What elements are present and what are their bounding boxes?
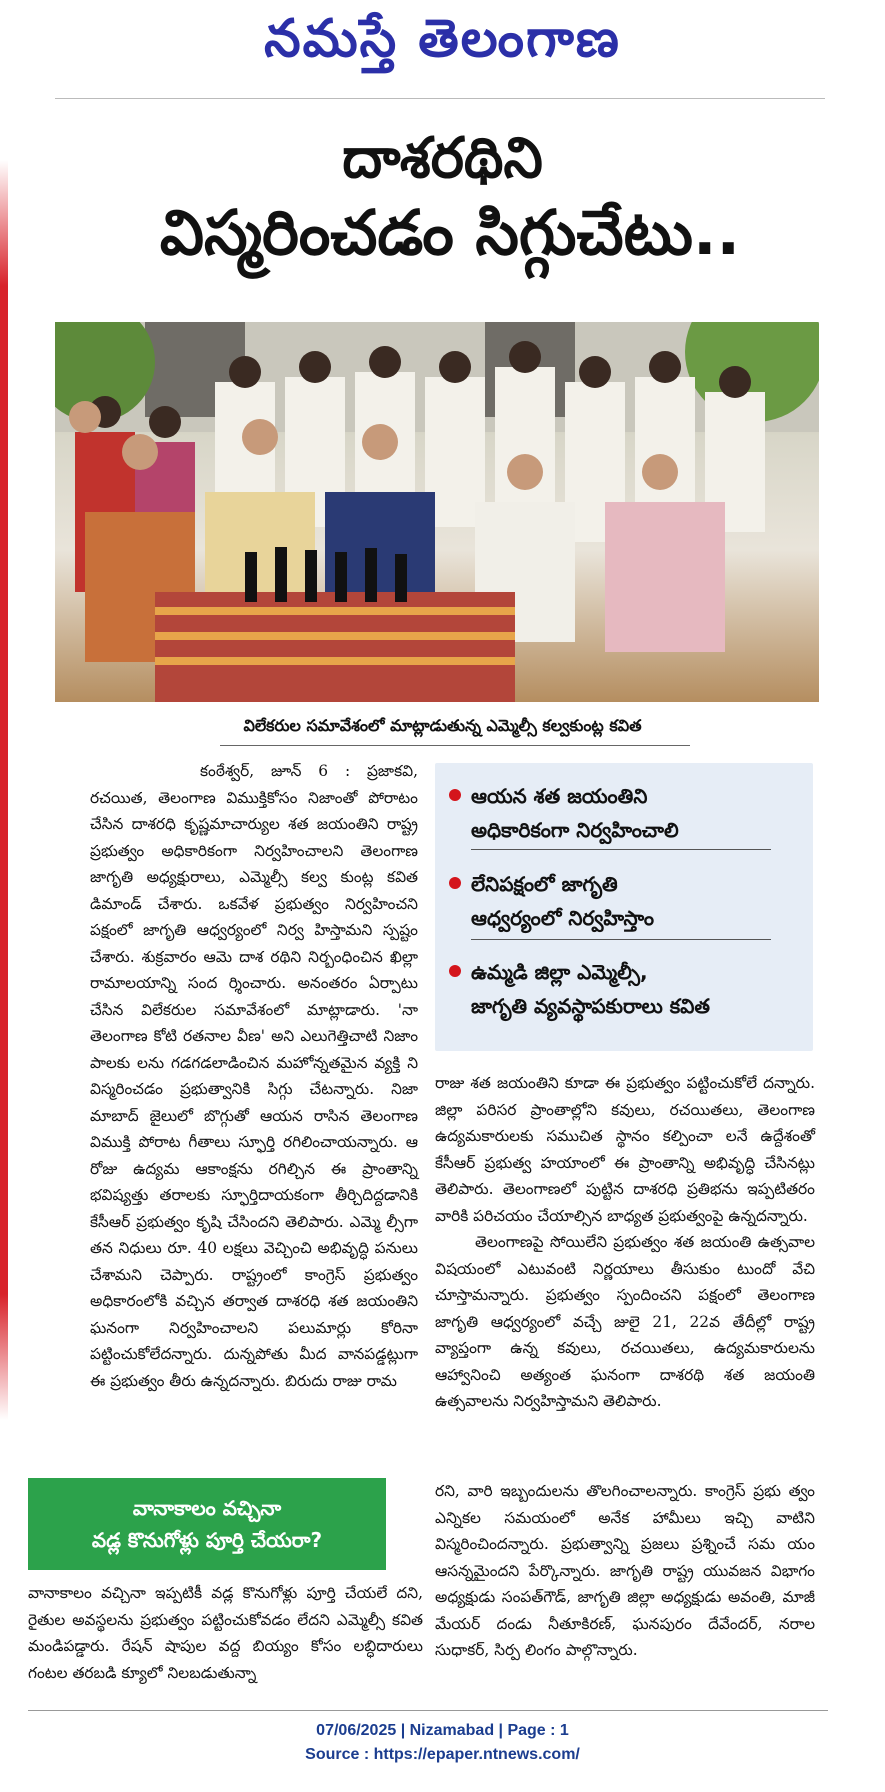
highlight-item: లేనిపక్షంలో జాగృతి ఆధ్వర్యంలో నిర్వహిస్తాం [449,867,799,935]
article-body-3: రని, వారి ఇబ్బందులను తొలగించాలన్నారు. కాంగ్రెస్ ప్రభు త్వం ఎన్నికల సమయంలో అనేక హామీలు ఇచ్చి వాటిని విస్మరించిందన్నారు. ప్రభుత్వాన్ని ప్రజలు ప్రశ్నించే సమ యం ఆసన్నమైందని పేర్కొన్నారు. జాగృతి రాష్ట్ర యువజన విభాగం అధ్యక్షుడు సంపత్‌గౌడ్, జాగృతి జిల్లా అధ్యక్షుడు అవంతి, మాజీ మేయర్ దండు నీతూకిరణ్, ఘనపురం దేవేందర్, నరాల సుధాకర్, సిర్ప లింగం పాల్గొన్నారు. [435,1482,815,1659]
article-column-3 [435,1478,815,1664]
bullet-icon [449,877,461,889]
article-body-2b: తెలంగాణపై సోయిలేని ప్రభుత్వం శత జయంతి ఉత్సవాల విషయంలో ఎటువంటి నిర్ణయాలు తీసుకుం టుందో వేచి చూస్తామన్నారు. ప్రభుత్వం స్పందించని పక్షంలో తెలంగాణ జాగృతి ఆధ్వర్యంలో వచ్చే జులై 21, 22వ తేదీల్లో రాష్ట్ర వ్యాప్తంగా ఉన్న కవులు, రచయితలు, ఉద్యమకారులను ఆహ్వానించి అత్యంత ఘనంగా దాశరథి శత జయంతి ఉత్సవాలను నిర్వహిస్తామని తెలిపారు. [435,1233,815,1410]
highlight-divider [471,849,771,850]
footer-divider [28,1710,828,1711]
highlight-divider [471,939,771,940]
footer-source: Source : https://epaper.ntnews.com/ [305,1746,580,1763]
subhead-line-1: వానాకాలం వచ్చినా [132,1496,282,1520]
masthead-logo: నమస్తే తెలంగాణ [264,8,621,69]
masthead-divider [55,98,825,99]
article-column-2 [435,1070,815,1415]
press-meet-photo [55,322,819,702]
article-body-2: రాజు శత జయంతిని కూడా ఈ ప్రభుత్వం పట్టించుకోలే దన్నారు. జిల్లా పరిసర ప్రాంతాల్లోని కవులు, రచయితలు, తెలంగాణ ఉద్యమకారులకు సముచిత స్థానం కల్పించా లనే ఉద్దేశంతో కేసీఆర్ ప్రభుత్వ హయాంలో ఈ ప్రాంతాన్ని అభివృద్ధి చేసినట్లు తెలిపారు. తెలంగాణలో పుట్టిన దాశరధి ప్రతిభను ఇప్పటితరం వారికి పరిచయం చేయాల్సిన బాధ్యత ప్రభుత్వంపై ఉన్నదన్నారు. [435,1074,815,1225]
subarticle-body: వానాకాలం వచ్చినా ఇప్పటికీ వడ్ల కొనుగోళ్లు పూర్తి చేయలే దని, రైతుల అవస్థలను ప్రభుత్వం పట్టించుకోవడం లేదని ఎమ్మెల్సీ కవిత మండిపడ్డారు. రేషన్ షాపుల వద్ద బియ్యం కోసం లబ్ధిదారులు గంటల తరబడి క్యూలో నిలబడుతున్నా [28,1584,423,1682]
highlight-item: ఆయన శత జయంతిని అధికారికంగా నిర్వహించాలి [449,779,799,847]
highlight-item: ఉమ్మడి జిల్లా ఎమ్మెల్సీ, జాగృతి వ్యవస్థాపకురాలు కవిత [449,955,799,1023]
bullet-icon [449,789,461,801]
highlights-box [435,763,813,1051]
headline-line-1: దాశరథిని [342,126,543,191]
caption-underline [220,745,690,746]
subhead-line-2: వడ్ల కొనుగోళ్లు పూర్తి చేయరా? [91,1528,323,1552]
article-column-1 [90,758,418,1458]
headline-line-2: విస్మరించడం సిగ్గుచేటు.. [159,196,741,269]
photo-caption: విలేకరుల సమావేశంలో మాట్లాడుతున్న ఎమ్మెల్సీ కల్వకుంట్ల కవిత [243,716,642,735]
subarticle-column [28,1580,423,1686]
accent-bar [0,160,8,1420]
footer-dateline: 07/06/2025 | Nizamabad | Page : 1 [316,1722,569,1739]
article-body-1: కంఠేశ్వర్, జూన్ 6 : ప్రజాకవి, రచయిత, తెలంగాణ విముక్తికోసం నిజాంతో పోరాటం చేసిన దాశరధి కృష్ణమాచార్యుల శత జయంతిని రాష్ట్ర ప్రభుత్వం అధికారికంగా నిర్వహించాలని తెలంగాణ జాగృతి అధ్యక్షురాలు, ఎమ్మెల్సీ కల్వ కుంట్ల కవిత డిమాండ్ చేశారు. ఒకవేళ ప్రభుత్వం నిర్వహించని పక్షంలో జాగృతి ఆధ్వర్యంలో నిర్వ హిస్తామని స్పష్టం చేశారు. శుక్రవారం ఆమె దాశ రథిని నిర్బంధించిన ఖిల్లా రామాలయాన్ని సంద ర్శించారు. అనంతరం ఏర్పాటు చేసిన విలేకరుల సమావేశంలో మాట్లాడారు. 'నా తెలంగాణ కోటి రతనాల వీణ' అని ఎలుగెత్తిచాటి నిజాం పాలకు లను గడగడలాడించిన మహోన్నతమైన వ్యక్తి ని విస్మరించడం ప్రభుత్వానికి సిగ్గు చేటన్నారు. నిజా మాబాద్ జైలులో బొగ్గుతో ఆయన రాసిన తెలంగాణ విముక్తి పోరాట గీతాలు స్ఫూర్తి రగిలించాయన్నారు. ఆ రోజు ఉద్యమ ఆకాంక్షను రగిల్చిన ఈ ప్రాంతాన్ని భవిష్యత్తు తరాలకు స్ఫూర్తిదాయకంగా తీర్చిదిద్దడానికి కేసీఆర్ ప్రభుత్వం కృషి చేసిందని తెలిపారు. ఎమ్మె ల్సీగా తన నిధులు రూ. 40 లక్షలు వెచ్చించి అభివృద్ధి పనులు చేశామని చెప్పారు. రాష్ట్రంలో కాంగ్రెస్ ప్రభుత్వం అధికారంలోకి వచ్చిన తర్వాత దాశరధి శత జయంతిని ఘనంగా నిర్వహించాలని పలుమార్లు కోరినా పట్టించుకోలేదన్నారు. దున్నపోతు మీద వానపడ్డట్లుగా ఈ ప్రభుత్వం తీరు ఉన్నదన్నారు. బిరుదు రాజు రామ [90,762,418,1390]
bullet-icon [449,965,461,977]
subhead-box [28,1478,386,1570]
